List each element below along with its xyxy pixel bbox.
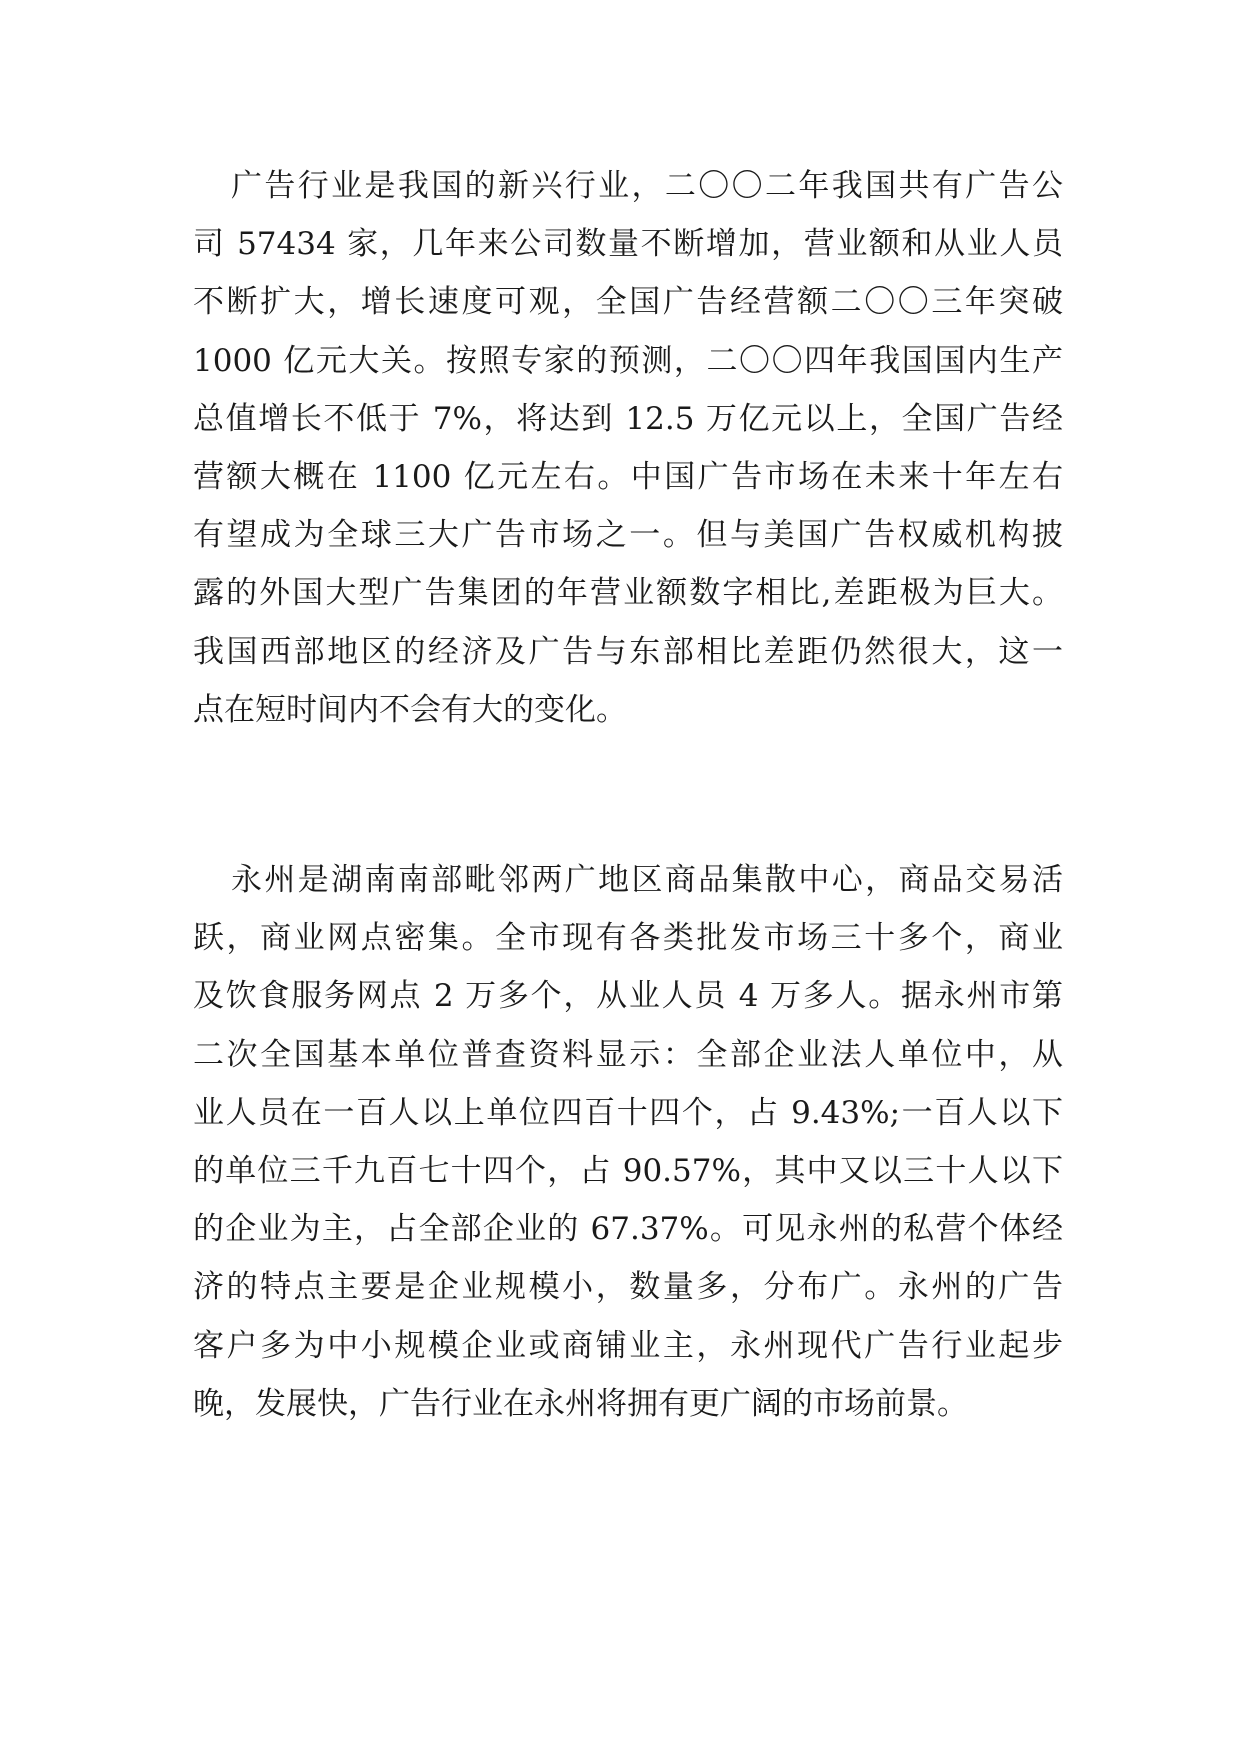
paragraph-line: 永州是湖南南部毗邻两广地区商品集散中心，商品交易活: [231, 862, 1063, 898]
paragraph-line: 及饮食服务网点 2 万多个，从业人员 4 万多人。据永州市第: [193, 978, 1063, 1015]
paragraph-line: 的单位三千九百七十四个，占 90.57%，其中又以三十人以下: [193, 1152, 1063, 1189]
paragraph-line: 露的外国大型广告集团的年营业额数字相比,差距极为巨大。: [193, 575, 1063, 612]
paragraph-advertising-industry: [193, 157, 1063, 739]
paragraph-line: 业人员在一百人以上单位四百十四个，占 9.43%;一百人以下: [193, 1094, 1063, 1131]
paragraph-line: 济的特点主要是企业规模小，数量多，分布广。永州的广告: [193, 1269, 1063, 1306]
paragraph-line: 广告行业是我国的新兴行业，二〇〇二年我国共有广告公: [231, 168, 1063, 204]
paragraph-line: 跃，商业网点密集。全市现有各类批发市场三十多个，商业: [193, 920, 1063, 957]
paragraph-line: 晚，发展快，广告行业在永州将拥有更广阔的市场前景。: [193, 1385, 968, 1422]
paragraph-yongzhou-market: [193, 851, 1063, 1433]
paragraph-line: 总值增长不低于 7%，将达到 12.5 万亿元以上，全国广告经: [193, 400, 1063, 437]
paragraph-line: 有望成为全球三大广告市场之一。但与美国广告权威机构披: [193, 517, 1063, 554]
paragraph-line: 我国西部地区的经济及广告与东部相比差距仍然很大，这一: [193, 633, 1063, 670]
paragraph-line: 营额大概在 1100 亿元左右。中国广告市场在未来十年左右: [193, 458, 1063, 495]
paragraph-line: 1000 亿元大关。按照专家的预测，二〇〇四年我国国内生产: [193, 342, 1063, 379]
paragraph-line: 的企业为主，占全部企业的 67.37%。可见永州的私营个体经: [193, 1211, 1063, 1248]
paragraph-line: 二次全国基本单位普查资料显示：全部企业法人单位中，从: [193, 1036, 1063, 1073]
paragraph-line: 点在短时间内不会有大的变化。: [193, 691, 627, 728]
paragraph-line: 客户多为中小规模企业或商铺业主，永州现代广告行业起步: [193, 1327, 1063, 1364]
paragraph-line: 不断扩大，增长速度可观，全国广告经营额二〇〇三年突破: [193, 284, 1063, 321]
paragraph-line: 司 57434 家，几年来公司数量不断增加，营业额和从业人员: [193, 226, 1063, 263]
